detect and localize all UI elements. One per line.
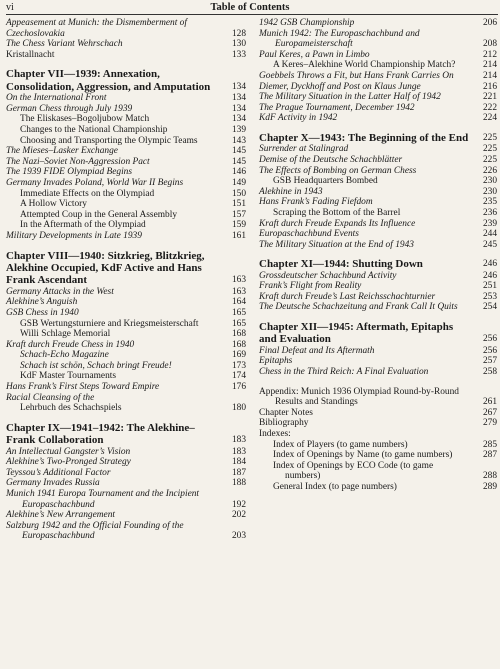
page-ref: 180: [231, 403, 246, 414]
toc-entry[interactable]: [259, 387, 497, 408]
page-ref: 145: [231, 156, 246, 167]
entry-title: Frank’s Flight from Reality: [259, 281, 362, 292]
page-ref: 224: [482, 113, 497, 124]
page-ref: 173: [231, 360, 246, 371]
toc-entry[interactable]: [259, 60, 497, 71]
toc-entry[interactable]: [6, 189, 246, 200]
page-ref: 225: [482, 154, 497, 165]
chapter-title: Chapter VIII—1940: Sitzkrieg, Blitzkrieg, Alekhine Occupied, KdF Active and Hans Frank Ascendant: [6, 249, 205, 287]
toc-spacer: [259, 378, 497, 387]
toc-entry[interactable]: [259, 271, 497, 282]
toc-entry[interactable]: [259, 92, 497, 103]
toc-entry[interactable]: [259, 155, 497, 166]
entry-title: Scraping the Bottom of the Barrel: [273, 207, 401, 218]
entry-title: Lehrbuch des Schachspiels: [20, 403, 122, 414]
entry-title: Demise of the Deutsche Schachblätter: [259, 154, 403, 165]
page-ref: 133: [231, 49, 246, 60]
page-ref: 203: [231, 531, 246, 542]
page-ref: 163: [231, 275, 246, 286]
entry-title: Schach-Echo Magazine: [20, 350, 109, 361]
toc-entry[interactable]: [259, 229, 497, 240]
page-ref: 183: [231, 435, 246, 446]
page-ref: 161: [231, 230, 246, 241]
toc-entry[interactable]: [259, 18, 497, 29]
page-ref: 134: [231, 81, 246, 92]
entry-title: 1942 GSB Championship: [259, 18, 355, 28]
page-ref: 146: [231, 167, 246, 178]
toc-entry[interactable]: [259, 356, 497, 367]
entry-title: Epitaphs: [259, 356, 293, 367]
entry-title: Bibliography: [259, 418, 309, 429]
toc-entry[interactable]: [6, 18, 246, 39]
toc-chapter[interactable]: [259, 321, 497, 346]
entry-title: The Military Situation at the End of 1943: [259, 239, 414, 250]
toc-entry[interactable]: [6, 39, 246, 50]
page-title: Table of Contents: [210, 2, 290, 13]
page-ref: 168: [231, 329, 246, 340]
page-ref: 245: [482, 239, 497, 250]
toc-entry[interactable]: [6, 220, 246, 231]
toc-entry[interactable]: [6, 157, 246, 168]
entry-title: Attempted Coup in the General Assembly: [20, 209, 178, 220]
page-ref: 256: [482, 345, 497, 356]
entry-title: Grossdeutscher Schachbund Activity: [259, 270, 397, 281]
page-ref: 289: [482, 482, 497, 492]
entry-title: Europaschachbund Events: [259, 229, 359, 240]
toc-entry[interactable]: [259, 461, 497, 482]
entry-title: The Deutsche Schachzeitung and Frank Call It Quits: [259, 302, 458, 313]
page-ref: 235: [482, 197, 497, 208]
entry-title: In the Aftermath of the Olympiad: [20, 220, 146, 231]
entry-title: Germany Attacks in the West: [6, 286, 114, 297]
entry-title: GSB Headquarters Bombed: [273, 176, 378, 187]
toc-entry[interactable]: [259, 429, 497, 440]
entry-title: Immediate Effects on the Olympiad: [20, 188, 155, 199]
page-ref: 192: [231, 499, 246, 510]
toc-entry[interactable]: [6, 468, 246, 479]
toc-chapter[interactable]: [6, 250, 246, 287]
toc-entry[interactable]: [6, 114, 246, 125]
entry-title: Hans Frank’s Fading Fiefdom: [259, 197, 373, 208]
toc-entry[interactable]: [259, 408, 497, 419]
entry-title: A Hollow Victory: [20, 199, 87, 210]
toc-left-column: [6, 18, 246, 542]
page-ref: 174: [231, 371, 246, 382]
toc-entry[interactable]: [6, 447, 246, 458]
entry-title: The Chess Variant Wehrschach: [6, 39, 123, 50]
page-ref: 151: [231, 199, 246, 210]
page-ref: 165: [231, 318, 246, 329]
page-ref: 214: [482, 60, 497, 71]
entry-title: Alekhine in 1943: [259, 186, 323, 197]
entry-title: Germany Invades Poland, World War II Begins: [6, 177, 184, 188]
entry-title: The Nazi–Soviet Non-Aggression Pact: [6, 156, 150, 167]
entry-title: Racial Cleansing of the: [6, 392, 95, 403]
entry-title: The Prague Tournament, December 1942: [259, 102, 415, 113]
page-number: vi: [6, 2, 14, 13]
page-ref: 168: [231, 339, 246, 350]
page-ref: 157: [231, 209, 246, 220]
page-ref: 187: [231, 467, 246, 478]
page-ref: 253: [482, 291, 497, 302]
toc-entry[interactable]: [6, 319, 246, 330]
toc-entry[interactable]: [6, 308, 246, 319]
entry-title: Kraft durch Freude Expands Its Influence: [259, 218, 416, 229]
toc-entry[interactable]: [259, 208, 497, 219]
toc-entry[interactable]: [6, 146, 246, 157]
toc-entry[interactable]: [6, 489, 246, 510]
page-ref: 251: [482, 281, 497, 292]
page-ref: 239: [482, 218, 497, 229]
toc-entry[interactable]: [6, 382, 246, 393]
entry-title: Changes to the National Championship: [20, 124, 168, 135]
entry-title: Hans Frank’s First Steps Toward Empire: [6, 382, 160, 393]
page-ref: 230: [482, 186, 497, 197]
entry-title: The 1939 FIDE Olympiad Begins: [6, 167, 133, 178]
page-ref: 183: [231, 446, 246, 457]
page-ref: 225: [482, 132, 497, 143]
entry-title: Paul Keres, a Pawn in Limbo: [259, 49, 370, 60]
entry-title: Diemer, Dyckhoff and Post on Klaus Junge: [259, 81, 421, 92]
toc-entry[interactable]: [6, 50, 246, 61]
page-ref: 128: [231, 28, 246, 39]
toc-entry[interactable]: [6, 210, 246, 221]
toc-chapter[interactable]: [259, 132, 497, 144]
entry-title: Appeasement at Munich: the Dismemberment of Czechoslovakia: [6, 18, 187, 39]
page-ref: 256: [482, 334, 497, 345]
toc-entry[interactable]: [259, 197, 497, 208]
toc-entry[interactable]: [259, 482, 497, 493]
toc-entry[interactable]: [6, 371, 246, 382]
toc-entry[interactable]: [259, 29, 497, 50]
page-ref: 163: [231, 286, 246, 297]
page-ref: 145: [231, 146, 246, 157]
toc-entry[interactable]: [259, 292, 497, 303]
page-ref: 287: [482, 450, 497, 461]
page-ref: 225: [482, 144, 497, 155]
toc-entry[interactable]: [6, 178, 246, 189]
toc-entry[interactable]: [6, 297, 246, 308]
entry-title: Chess in the Third Reich: A Final Evaluation: [259, 367, 429, 378]
toc-entry[interactable]: [6, 350, 246, 361]
toc-entry[interactable]: [6, 93, 246, 104]
page-ref: 226: [482, 165, 497, 176]
entry-title: Index of Openings by Name (to game numbers): [273, 450, 453, 461]
page-ref: 258: [482, 367, 497, 378]
toc-entry[interactable]: [6, 457, 246, 468]
toc-chapter[interactable]: [259, 258, 497, 270]
entry-title: KdF Master Tournaments: [20, 371, 117, 382]
page-ref: 214: [482, 70, 497, 81]
chapter-title: Chapter X—1943: The Beginning of the End: [259, 131, 469, 144]
entry-title: Alekhine’s Anguish: [6, 297, 78, 308]
toc-entry[interactable]: [6, 478, 246, 489]
entry-title: Index of Players (to game numbers): [273, 439, 408, 450]
toc-entry[interactable]: [259, 50, 497, 61]
page-ref: 164: [231, 297, 246, 308]
toc-entry[interactable]: [259, 176, 497, 187]
toc-entry[interactable]: [6, 510, 246, 521]
toc-entry[interactable]: [6, 167, 246, 178]
page-ref: 149: [231, 177, 246, 188]
entry-title: Final Defeat and Its Aftermath: [259, 345, 375, 356]
toc-entry[interactable]: [6, 287, 246, 298]
page-ref: 222: [482, 102, 497, 113]
toc-entry[interactable]: [259, 103, 497, 114]
toc-entry[interactable]: [259, 418, 497, 429]
page-ref: 134: [231, 93, 246, 104]
toc-entry[interactable]: [6, 403, 246, 414]
page-ref: 212: [482, 49, 497, 60]
entry-title: Kraft durch Freude Chess in 1940: [6, 339, 135, 350]
toc-chapter[interactable]: [6, 68, 246, 93]
toc-entry[interactable]: [6, 393, 246, 404]
entry-title: Willi Schlage Memorial: [20, 329, 111, 340]
page-ref: 169: [231, 350, 246, 361]
entry-title: GSB Chess in 1940: [6, 307, 79, 318]
entry-title: GSB Wertungsturniere and Kriegsmeisterschaft: [20, 318, 199, 329]
page-ref: 279: [482, 418, 497, 429]
toc-right-column: [259, 18, 497, 493]
entry-title: Schach ist schön, Schach bringt Freude!: [20, 360, 172, 371]
page-ref: 257: [482, 356, 497, 367]
page-ref: 134: [231, 114, 246, 125]
entry-title: The Effects of Bombing on German Chess: [259, 165, 417, 176]
entry-title: Alekhine’s Two-Pronged Strategy: [6, 457, 131, 468]
entry-title: Germany Invades Russia: [6, 478, 100, 489]
entry-title: A Keres–Alekhine World Championship Match?: [273, 60, 456, 71]
toc-entry[interactable]: [259, 240, 497, 251]
page-ref: 208: [482, 39, 497, 50]
entry-title: German Chess through July 1939: [6, 103, 133, 114]
chapter-title: Chapter XI—1944: Shutting Down: [259, 258, 423, 271]
header-rule: [6, 14, 498, 15]
page-ref: 134: [231, 103, 246, 114]
toc-entry[interactable]: [6, 361, 246, 372]
entry-title: Kristallnacht: [6, 49, 55, 60]
toc-entry[interactable]: [6, 104, 246, 115]
toc-entry[interactable]: [6, 136, 246, 147]
entry-title: KdF Activity in 1942: [259, 113, 338, 124]
toc-entry[interactable]: [259, 187, 497, 198]
toc-entry[interactable]: [6, 199, 246, 210]
toc-entry[interactable]: [259, 450, 497, 461]
entry-title: The Eliskases–Bogoljubow Match: [20, 114, 150, 125]
entry-title: Goebbels Throws a Fit, but Hans Frank Carries On: [259, 70, 454, 81]
toc-entry[interactable]: [259, 71, 497, 82]
page-ref: 184: [231, 457, 246, 468]
entry-title: Indexes:: [259, 429, 291, 440]
entry-title: Munich 1941 Europa Tournament and the Incipient Europaschachbund: [6, 489, 200, 510]
toc-entry[interactable]: [259, 302, 497, 313]
chapter-title: Chapter VII—1939: Annexation, Consolidation, Aggression, and Amputation: [6, 68, 211, 93]
toc-entry[interactable]: [6, 521, 246, 542]
page-ref: 165: [231, 307, 246, 318]
page-ref: 236: [482, 207, 497, 218]
page-ref: 216: [482, 81, 497, 92]
toc-entry[interactable]: [6, 231, 246, 242]
toc-entry[interactable]: [259, 367, 497, 378]
chapter-title: Chapter IX—1941–1942: The Alekhine–Frank Collaboration: [6, 421, 195, 447]
page-ref: 150: [231, 188, 246, 199]
page-ref: 130: [231, 39, 246, 50]
page-ref: 261: [482, 397, 497, 408]
page-ref: 202: [231, 510, 246, 521]
page-ref: 206: [482, 18, 497, 28]
toc-entry[interactable]: [259, 281, 497, 292]
toc-entry[interactable]: [259, 82, 497, 93]
page-ref: 246: [482, 270, 497, 281]
toc-entry[interactable]: [6, 340, 246, 351]
entry-title: Teyssou’s Additional Factor: [6, 467, 111, 478]
page-ref: 139: [231, 124, 246, 135]
entry-title: Appendix: Munich 1936 Olympiad Round-by-Round Results and Standings: [259, 386, 459, 408]
chapter-title: Chapter XII—1945: Aftermath, Epitaphs and Evaluation: [259, 321, 454, 346]
entry-title: Alekhine’s New Arrangement: [6, 510, 116, 521]
entry-title: Military Developments in Late 1939: [6, 230, 142, 241]
entry-title: General Index (to page numbers): [273, 482, 397, 492]
toc-entry[interactable]: [259, 440, 497, 451]
entry-title: Surrender at Stalingrad: [259, 144, 349, 155]
entry-title: Index of Openings by ECO Code (to game numbers): [273, 460, 434, 482]
page-ref: 267: [482, 407, 497, 418]
toc-entry[interactable]: [6, 125, 246, 136]
toc-entry[interactable]: [259, 113, 497, 124]
toc-entry[interactable]: [259, 219, 497, 230]
toc-entry[interactable]: [6, 329, 246, 340]
page-ref: 288: [482, 471, 497, 482]
page-ref: 159: [231, 220, 246, 231]
page-ref: 143: [231, 135, 246, 146]
entry-title: Salzburg 1942 and the Official Founding of the Europaschachbund: [6, 520, 184, 542]
entry-title: Munich 1942: The Europaschachbund and Europameisterschaft: [259, 28, 420, 50]
page-ref: 188: [231, 478, 246, 489]
entry-title: An Intellectual Gangster’s Vision: [6, 446, 131, 457]
page-ref: 246: [482, 259, 497, 270]
page-ref: 176: [231, 382, 246, 393]
page-ref: 244: [482, 229, 497, 240]
entry-title: The Military Situation in the Latter Half of 1942: [259, 92, 441, 103]
toc-entry[interactable]: [259, 166, 497, 177]
page-ref: 285: [482, 439, 497, 450]
entry-title: On the International Front: [6, 93, 107, 104]
toc-entry[interactable]: [259, 346, 497, 357]
entry-title: Chapter Notes: [259, 407, 313, 418]
entry-title: The Mieses–Lasker Exchange: [6, 146, 118, 157]
toc-entry[interactable]: [259, 144, 497, 155]
page-ref: 230: [482, 176, 497, 187]
entry-title: Kraft durch Freude’s Last Reichsschachturnier: [259, 291, 436, 302]
toc-chapter[interactable]: [6, 422, 246, 447]
page-ref: 221: [482, 92, 497, 103]
entry-title: Choosing and Transporting the Olympic Teams: [20, 135, 198, 146]
page-ref: 254: [482, 302, 497, 313]
